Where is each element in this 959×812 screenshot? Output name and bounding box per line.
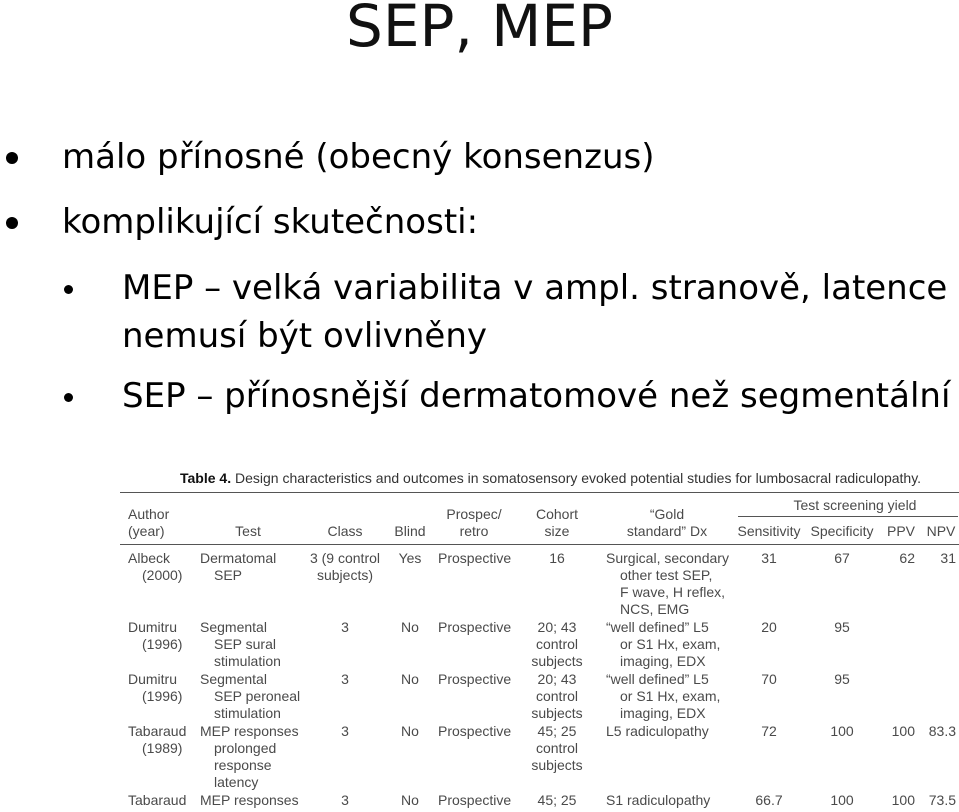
test-cell: MEP responses (200, 723, 299, 739)
test-cell: response (214, 757, 272, 773)
blind-cell: No (401, 792, 419, 808)
author-cell: (2000) (142, 567, 183, 583)
test-cell: Segmental (200, 619, 267, 635)
sensitivity-cell: 70 (761, 671, 777, 687)
header-cell: Author (128, 506, 170, 522)
gold-standard-cell: imaging, EDX (620, 653, 706, 669)
header-cell: standard” Dx (626, 523, 708, 539)
subbullet-dot (64, 285, 73, 294)
subbullet-text: MEP – velká variabilita v ampl. stranově, latence (122, 268, 948, 308)
subbullet-dot (64, 393, 73, 402)
test-cell: Dermatomal (200, 550, 277, 566)
group-header-rule (738, 516, 958, 517)
slide-title: SEP, MEP (346, 0, 613, 60)
header-cell: Class (327, 523, 363, 539)
sensitivity-cell: 72 (761, 723, 777, 739)
bullet-dot (6, 217, 18, 229)
ppv-cell: 100 (891, 792, 915, 808)
prospective-cell: Prospective (438, 792, 512, 808)
author-cell: Dumitru (128, 619, 178, 635)
npv-cell: 31 (940, 550, 956, 566)
class-cell: 3 (341, 723, 349, 739)
header-cell: Specificity (810, 523, 874, 539)
cohort-cell: control (535, 688, 579, 704)
prospective-cell: Prospective (438, 671, 512, 687)
npv-cell: 73.5 (928, 792, 956, 808)
group-header: Test screening yield (793, 497, 917, 513)
table-top-rule (120, 492, 959, 493)
header-cell: retro (459, 523, 489, 539)
cohort-cell: 45; 25 (537, 723, 577, 739)
class-cell: subjects) (316, 567, 374, 583)
test-cell: stimulation (214, 653, 281, 669)
bullet-text: komplikující skutečnosti: (62, 202, 479, 242)
header-cell: PPV (886, 523, 915, 539)
header-cell: Blind (394, 523, 426, 539)
prospective-cell: Prospective (438, 619, 512, 635)
ppv-cell: 100 (891, 723, 915, 739)
cohort-cell: 45; 25 (537, 792, 577, 808)
cohort-cell: subjects (531, 653, 583, 669)
test-cell: MEP responses (200, 792, 299, 808)
header-cell: size (544, 523, 570, 539)
class-cell: 3 (9 control (309, 550, 381, 566)
specificity-cell: 95 (834, 671, 850, 687)
gold-standard-cell: NCS, EMG (620, 601, 690, 617)
author-cell: Tabaraud (128, 723, 187, 739)
gold-standard-cell: other test SEP, (620, 567, 713, 583)
specificity-cell: 95 (834, 619, 850, 635)
sensitivity-cell: 20 (761, 619, 777, 635)
header-cell: NPV (926, 523, 956, 539)
class-cell: 3 (341, 619, 349, 635)
test-cell: SEP (214, 567, 243, 583)
specificity-cell: 67 (834, 550, 850, 566)
table-caption (180, 470, 921, 486)
gold-standard-cell: Surgical, secondary (606, 550, 729, 566)
blind-cell: No (401, 619, 419, 635)
cohort-cell: control (535, 636, 579, 652)
table-caption-text: Design characteristics and outcomes in somatosensory evoked potential studies for lumbosacral radiculopathy. (234, 470, 922, 486)
gold-standard-cell: L5 radiculopathy (606, 723, 709, 739)
author-cell: Tabaraud (128, 792, 187, 808)
sensitivity-cell: 66.7 (755, 792, 783, 808)
ppv-cell: 62 (899, 550, 915, 566)
npv-cell: 83.3 (928, 723, 956, 739)
subbullet-text: SEP – přínosnější dermatomové než segmentální (122, 376, 951, 416)
specificity-cell: 100 (830, 792, 854, 808)
gold-standard-cell: S1 radiculopathy (606, 792, 711, 808)
blind-cell: No (401, 723, 419, 739)
cohort-cell: 20; 43 (537, 671, 577, 687)
cohort-cell: control (535, 740, 579, 756)
blind-cell: Yes (398, 550, 422, 566)
author-cell: Albeck (128, 550, 171, 566)
gold-standard-cell: “well defined” L5 (606, 619, 709, 635)
prospective-cell: Prospective (438, 550, 512, 566)
sensitivity-cell: 31 (761, 550, 777, 566)
gold-standard-cell: or S1 Hx, exam, (620, 688, 721, 704)
header-cell: Test (235, 523, 261, 539)
gold-standard-cell: F wave, H reflex, (620, 584, 726, 600)
specificity-cell: 100 (830, 723, 854, 739)
author-cell: (1989) (142, 740, 183, 756)
gold-standard-cell: “well defined” L5 (606, 671, 709, 687)
study-table (120, 460, 959, 812)
class-cell: 3 (341, 671, 349, 687)
author-cell: Dumitru (128, 671, 178, 687)
test-cell: latency (214, 774, 259, 790)
header-cell: (year) (128, 523, 165, 539)
class-cell: 3 (341, 792, 349, 808)
gold-standard-cell: imaging, EDX (620, 705, 706, 721)
cohort-cell: 16 (549, 550, 565, 566)
author-cell: (1996) (142, 636, 183, 652)
cohort-cell: subjects (531, 705, 583, 721)
table-caption-label: Table 4. (180, 470, 232, 486)
test-cell: Segmental (200, 671, 267, 687)
author-cell: (1996) (142, 688, 183, 704)
prospective-cell: Prospective (438, 723, 512, 739)
test-cell: SEP peroneal (214, 688, 301, 704)
subbullet-text-continued: nemusí být ovlivněny (122, 316, 488, 356)
gold-standard-cell: or S1 Hx, exam, (620, 636, 721, 652)
header-cell: “Gold (649, 506, 685, 522)
header-bottom-rule (120, 544, 959, 545)
header-cell: Prospec/ (446, 506, 502, 522)
cohort-cell: subjects (531, 757, 583, 773)
blind-cell: No (401, 671, 419, 687)
cohort-cell: 20; 43 (537, 619, 577, 635)
header-cell: Cohort (535, 506, 579, 522)
header-cell: Sensitivity (737, 523, 801, 539)
test-cell: prolonged (214, 740, 277, 756)
bullet-text: málo přínosné (obecný konsenzus) (62, 137, 655, 177)
bullet-dot (6, 152, 18, 164)
test-cell: SEP sural (214, 636, 276, 652)
test-cell: stimulation (214, 705, 281, 721)
